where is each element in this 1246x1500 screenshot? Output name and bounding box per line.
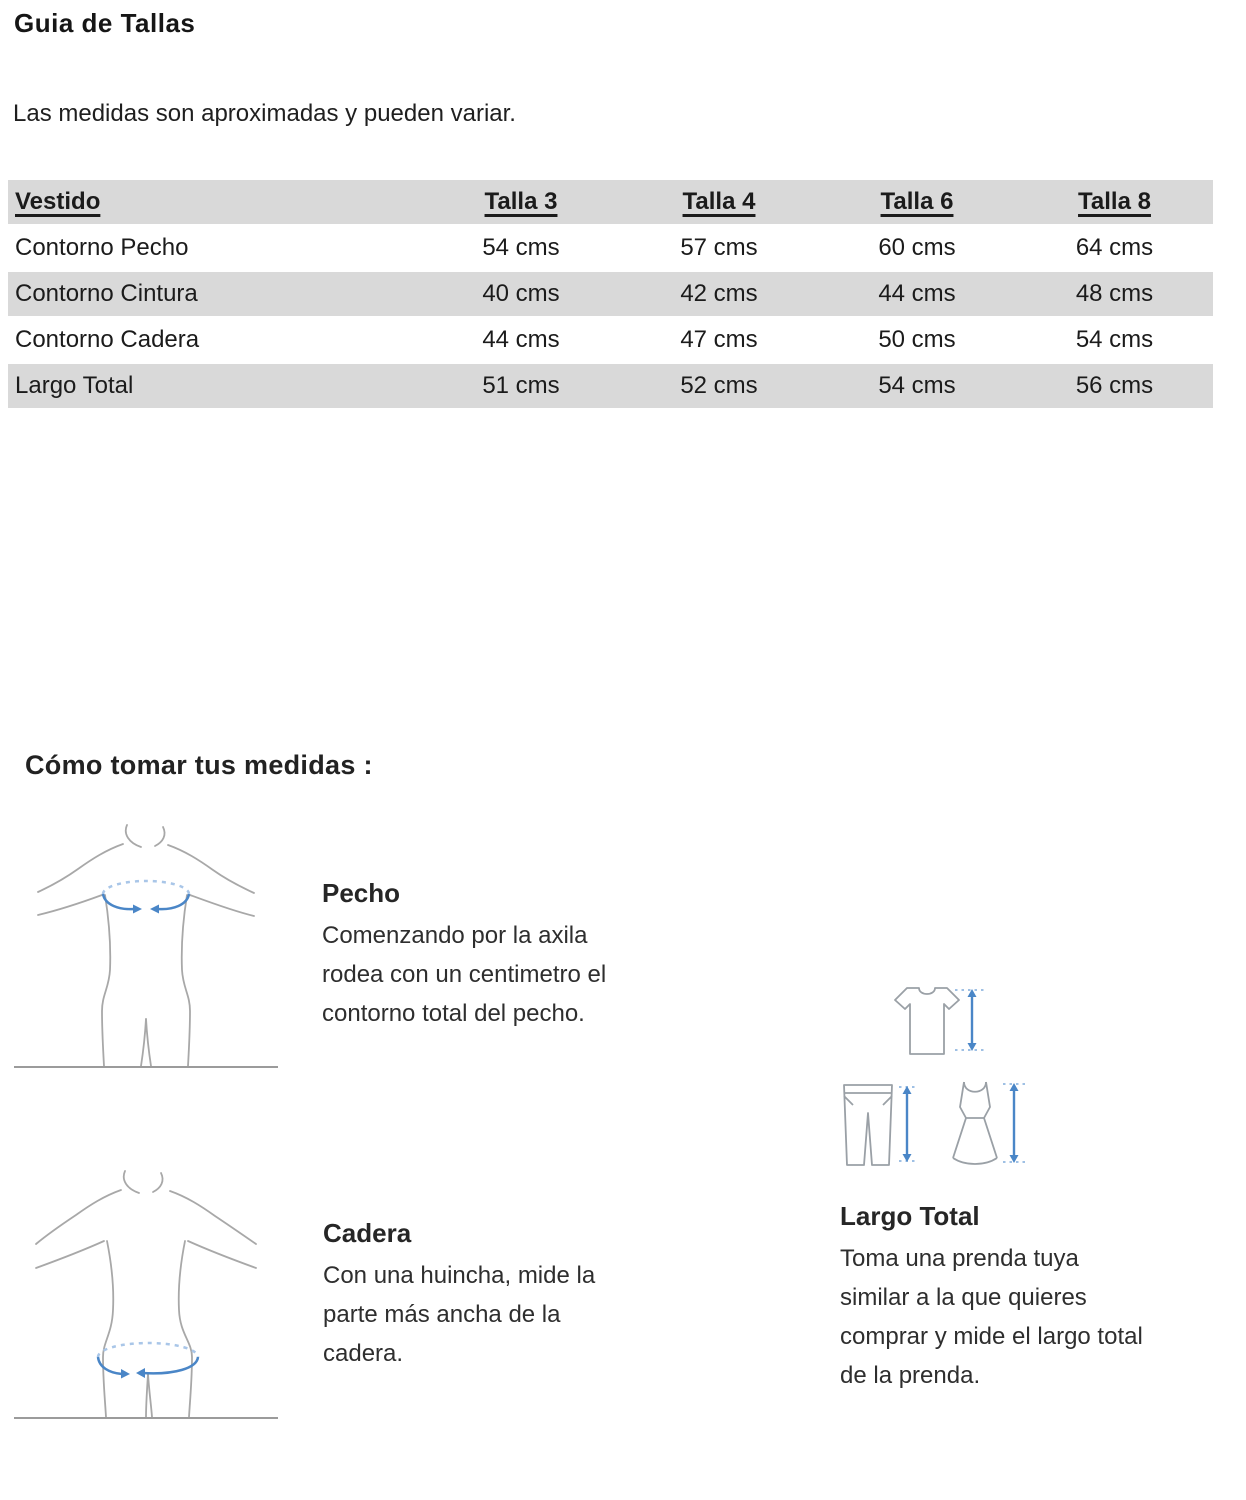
row-label: Contorno Cintura <box>8 272 422 316</box>
intro-text: Las medidas son aproximadas y pueden variar. <box>13 100 516 127</box>
row-label: Contorno Cadera <box>15 326 200 353</box>
size-table-header <box>8 180 1213 224</box>
cell-value: 47 cms <box>680 326 758 353</box>
table-row <box>8 364 1213 408</box>
cell-value: 42 cms <box>620 272 818 316</box>
cell-value: 52 cms <box>620 364 818 408</box>
how-to-heading: Cómo tomar tus medidas : <box>25 750 373 780</box>
largo-total-title: Largo Total <box>840 1201 980 1231</box>
cadera-description: Con una huincha, mide la parte más ancha de la cadera. <box>323 1262 596 1367</box>
tshirt-length-icon <box>893 986 988 1061</box>
cell-value: 40 cms <box>422 272 620 316</box>
header-talla-6: Talla 6 <box>818 180 1016 224</box>
header-talla-4: Talla 4 <box>620 180 818 224</box>
body-hip-measure-icon <box>10 1168 282 1425</box>
table-row <box>8 272 1213 316</box>
pecho-section <box>322 878 606 1033</box>
size-table <box>8 178 1213 410</box>
largo-total-section <box>840 1201 1143 1395</box>
cell-value: 56 cms <box>1016 364 1213 408</box>
table-header-row <box>8 180 1213 224</box>
cell-value: 48 cms <box>1016 272 1213 316</box>
pecho-title: Pecho <box>322 878 401 908</box>
cell-value: 64 cms <box>1075 234 1154 261</box>
body-chest-measure-icon <box>10 818 282 1075</box>
cell-value: 57 cms <box>680 234 758 261</box>
table-row <box>8 226 1213 270</box>
cell-value: 51 cms <box>422 364 620 408</box>
cell-value: 50 cms <box>878 326 956 353</box>
cell-value: 54 cms <box>1075 326 1154 353</box>
page-title: Guia de Tallas <box>14 8 196 38</box>
largo-total-description: Toma una prenda tuya similar a la que quieres comprar y mide el largo total de la prenda. <box>840 1245 1143 1389</box>
pants-length-icon <box>841 1083 919 1172</box>
pecho-description: Comenzando por la axila rodea con un centimetro el contorno total del pecho. <box>322 922 607 1027</box>
cell-value: 44 cms <box>818 272 1016 316</box>
header-talla-8: Talla 8 <box>1016 180 1213 224</box>
cell-value: 60 cms <box>878 234 956 261</box>
dress-length-icon <box>947 1080 1029 1173</box>
cadera-section <box>323 1218 595 1373</box>
cell-value: 54 cms <box>818 364 1016 408</box>
table-row <box>8 318 1213 362</box>
row-label: Contorno Pecho <box>15 234 189 261</box>
header-garment: Vestido <box>8 180 422 224</box>
header-talla-3: Talla 3 <box>422 180 620 224</box>
cell-value: 54 cms <box>482 234 560 261</box>
row-label: Largo Total <box>8 364 422 408</box>
cadera-title: Cadera <box>323 1218 412 1248</box>
cell-value: 44 cms <box>482 326 560 353</box>
